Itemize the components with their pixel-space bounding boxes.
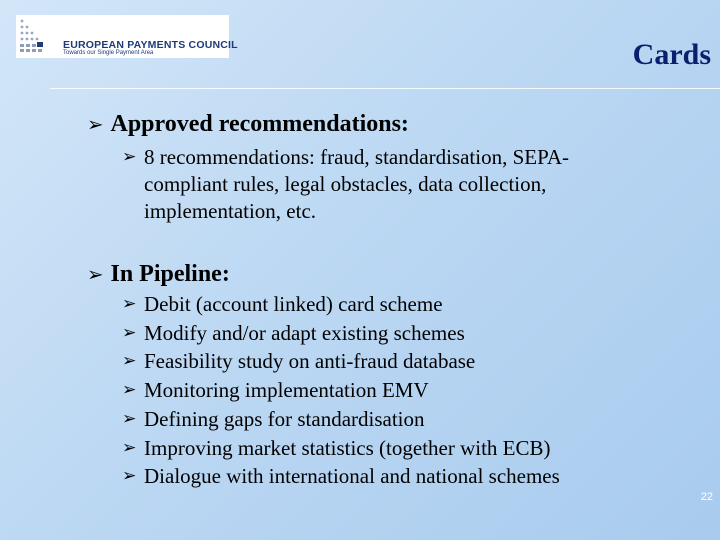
list-item bbox=[122, 405, 560, 434]
title-divider bbox=[50, 88, 720, 89]
pipeline-list bbox=[122, 290, 560, 491]
arrow-bullet-icon: ➢ bbox=[122, 294, 137, 314]
arrow-bullet-icon: ➢ bbox=[122, 380, 137, 401]
list-item bbox=[122, 434, 560, 463]
section-heading-pipeline bbox=[87, 261, 230, 288]
list-item-text: Improving market statistics (together with ECB) bbox=[144, 435, 551, 460]
list-item-text: Monitoring implementation EMV bbox=[144, 378, 429, 403]
list-item bbox=[122, 290, 560, 319]
page-number: 22 bbox=[700, 491, 713, 503]
arrow-bullet-icon: ➢ bbox=[87, 263, 104, 286]
section-heading-approved bbox=[87, 111, 409, 138]
list-item bbox=[122, 319, 560, 348]
arrow-bullet-icon: ➢ bbox=[122, 466, 137, 487]
logo-name: EUROPEAN PAYMENTS COUNCIL bbox=[63, 39, 238, 51]
section-heading-text: Approved recommendations: bbox=[110, 111, 409, 137]
logo-tagline: Towards our Single Payment Area bbox=[63, 50, 154, 56]
epc-logo bbox=[16, 15, 238, 58]
list-item-text: Debit (account linked) card scheme bbox=[144, 292, 443, 316]
list-item bbox=[122, 462, 560, 491]
list-item-text: Feasibility study on anti-fraud database bbox=[144, 349, 476, 374]
list-item-text: Defining gaps for standardisation bbox=[144, 406, 425, 431]
list-item-text: 8 recommendations: fraud, standardisation, SEPA-compliant rules, legal obstacles, data collection, implementation, etc. bbox=[144, 145, 569, 223]
section-heading-text: In Pipeline: bbox=[110, 261, 230, 287]
arrow-bullet-icon: ➢ bbox=[122, 437, 137, 458]
epc-logo-mark-icon bbox=[18, 17, 58, 56]
arrow-bullet-icon: ➢ bbox=[122, 322, 137, 343]
list-item bbox=[122, 347, 560, 376]
arrow-bullet-icon: ➢ bbox=[122, 408, 137, 429]
list-item-text: Modify and/or adapt existing schemes bbox=[144, 320, 465, 345]
list-item bbox=[122, 376, 560, 405]
list-item-recommendations bbox=[122, 144, 649, 225]
list-item-text: Dialogue with international and national schemes bbox=[144, 464, 560, 489]
arrow-bullet-icon: ➢ bbox=[87, 113, 104, 136]
arrow-bullet-icon: ➢ bbox=[122, 351, 137, 372]
arrow-bullet-icon: ➢ bbox=[122, 147, 137, 167]
slide-title: Cards bbox=[632, 38, 711, 71]
